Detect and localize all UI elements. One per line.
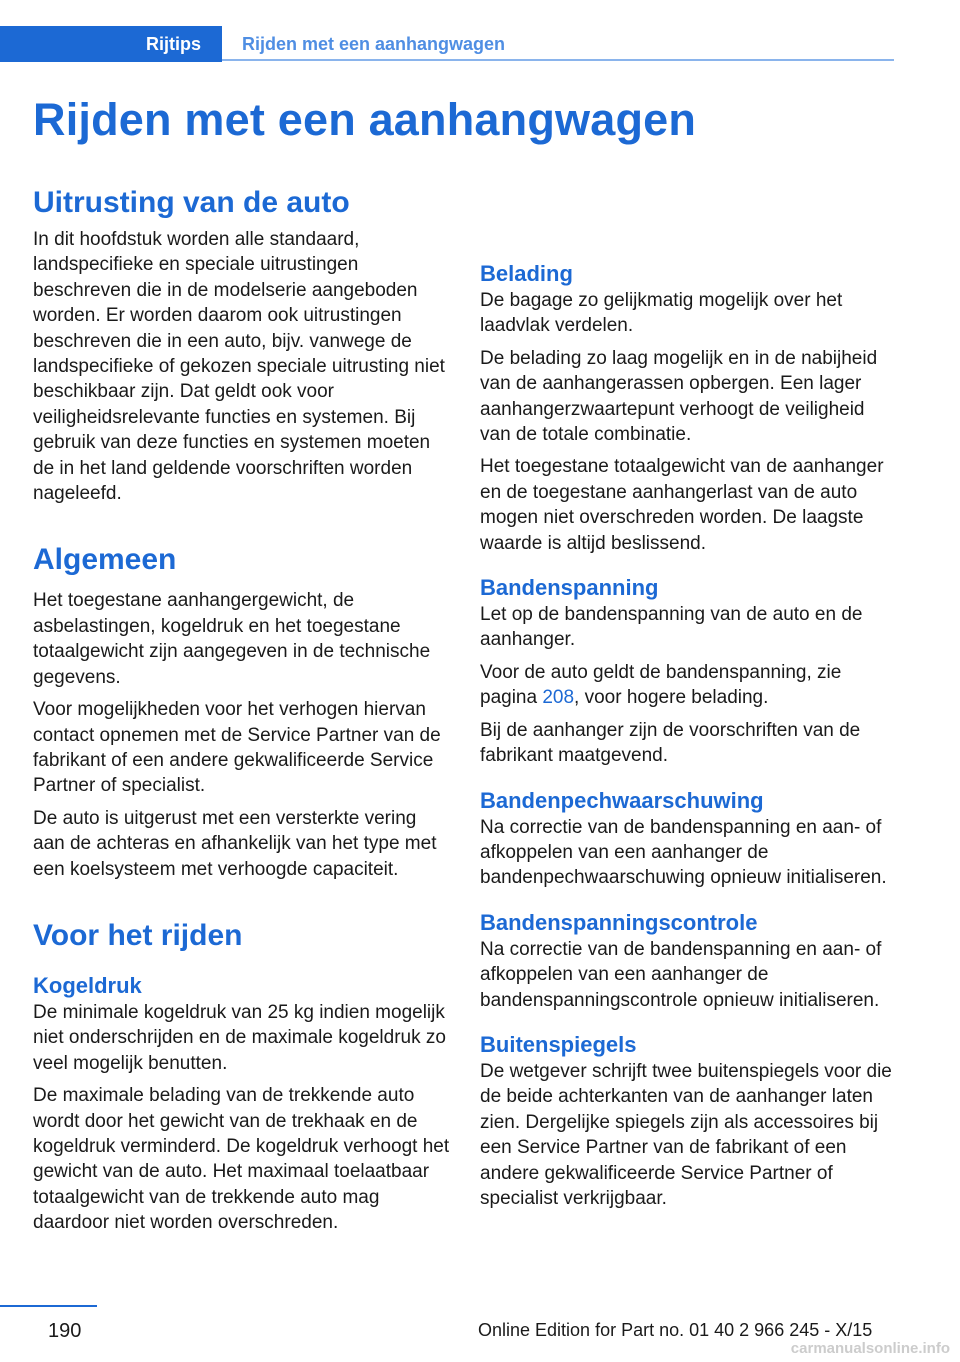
paragraph: De minimale kogeldruk van 25 kg indien mogelijk niet onderschrijden en de maximale kogeldruk zo veel mogelijk benutten. bbox=[33, 1001, 446, 1074]
heading-algemeen: Algemeen bbox=[33, 543, 177, 577]
section-bandenspanning bbox=[480, 574, 898, 768]
heading-bandenspanning: Bandenspanning bbox=[480, 575, 659, 601]
edition-note: Online Edition for Part no. 01 40 2 966 245 - X/15 bbox=[478, 1320, 873, 1340]
continued-text-spacer bbox=[480, 185, 898, 236]
section-belading bbox=[480, 260, 898, 556]
section-buitenspiegels bbox=[480, 1031, 898, 1211]
page-number-rule bbox=[0, 1305, 97, 1307]
watermark: carmanualsonline.info bbox=[790, 1340, 950, 1357]
paragraph: De auto is uitgerust met een versterkte vering aan de achteras en afhankelijk van het type met een koelsysteem met verhoogde capaciteit. bbox=[33, 807, 437, 880]
heading-bandenspanningscontrole: Bandenspanningscontrole bbox=[480, 909, 758, 935]
paragraph-text: Voor de auto geldt de bandenspanning, zie pagina bbox=[480, 661, 842, 709]
heading-voor-het-rijden: Voor het rijden bbox=[33, 918, 243, 952]
section-bandenpechwaarschuwing bbox=[480, 787, 898, 891]
page-title: Rijden met een aanhangwagen bbox=[33, 94, 697, 145]
paragraph: De belading zo laag mogelijk en in de nabijheid van de aanhangerassen opbergen. Een lager aanhangerzwaartepunt verhoogt de veiligheid van de totale combinatie. bbox=[480, 347, 878, 446]
heading-kogeldruk: Kogeldruk bbox=[33, 972, 142, 998]
left-column bbox=[33, 185, 451, 1236]
heading-belading: Belading bbox=[480, 261, 573, 286]
right-column bbox=[480, 185, 898, 1211]
page-number: 190 bbox=[48, 1320, 82, 1342]
paragraph-text: , voor hogere belading. bbox=[574, 687, 769, 709]
paragraph: Het toegestane aanhangergewicht, de asbelastingen, kogeldruk en het toegestane totaalgewicht zijn aangegeven in de technische gegevens. bbox=[33, 590, 431, 688]
section-algemeen bbox=[33, 542, 451, 881]
heading-bandenpechwaarschuwing: Bandenpechwaarschuwing bbox=[480, 787, 764, 813]
paragraph: De maximale belading van de trekkende auto wordt door het gewicht van de trekhaak en de kogeldruk verminderd. De kogeldruk verhoogt het gewicht van de auto. Het maximaal toelaatbaar totaalgewicht van de trekkende auto mag daardoor niet worden overschreden. bbox=[33, 1085, 450, 1234]
section-voor-het-rijden bbox=[33, 918, 451, 1236]
paragraph: De bagage zo gelijkmatig mogelijk over het laadvlak verdelen. bbox=[480, 290, 843, 337]
heading-buitenspiegels: Buitenspiegels bbox=[480, 1031, 637, 1057]
page-208-link[interactable]: 208 bbox=[542, 687, 575, 709]
paragraph: Voor mogelijkheden voor het verhogen hiervan contact opnemen met de Service Partner van de fabrikant of een andere gekwalificeerde Service Partner of specialist. bbox=[33, 699, 441, 797]
heading-uitrusting: Uitrusting van de auto bbox=[33, 186, 350, 219]
paragraph: De wetgever schrijft twee buitenspiegels voor die de beide achterkanten van de aanhanger laten zien. Dergelijke spiegels zijn als accessoires bij een Service Partner van de fabrikant of een andere gekwalificeerde Service Partner of specialist verkrijgbaar. bbox=[480, 1060, 892, 1209]
paragraph: Let op de bandenspanning van de auto en de aanhanger. bbox=[480, 604, 863, 651]
paragraph: Na correctie van de bandenspanning en aan- of afkoppelen van een aanhanger de bandenpechwaarschuwing opnieuw initialiseren. bbox=[480, 816, 887, 889]
section-tab[interactable]: Rijtips bbox=[146, 34, 202, 54]
paragraph bbox=[480, 660, 898, 711]
paragraph: Het toegestane totaalgewicht van de aanhanger en de toegestane aanhangerlast van de auto mogen niet overschreden worden. De laagste waarde is altijd beslissend. bbox=[480, 456, 884, 554]
running-header bbox=[0, 26, 894, 62]
section-uitrusting bbox=[33, 185, 451, 506]
paragraph: Bij de aanhanger zijn de voorschriften van de fabrikant maatgevend. bbox=[480, 719, 861, 767]
header-rule bbox=[222, 59, 894, 61]
page-footer bbox=[0, 1300, 960, 1362]
section-bandenspanningscontrole bbox=[480, 909, 898, 1013]
paragraph: Na correctie van de bandenspanning en aan- of afkoppelen van een aanhanger de bandenspanningscontrole opnieuw initialiseren. bbox=[480, 938, 882, 1011]
chapter-tab[interactable]: Rijden met een aanhangwagen bbox=[242, 34, 506, 54]
paragraph: In dit hoofdstuk worden alle standaard, landspecifieke en speciale uitrustingen beschreven die in de modelserie aangeboden worden. Er worden daarom ook uitrustingen beschreven die in een auto, bijv. vanwege de landspecifieke of gekozen speciale uitrusting niet beschikbaar zijn. Dat geldt ook voor veiligheidsrelevante functies en systemen. Bij gebruik van deze functies en systemen moeten de in het land geldende voorschriften worden nageleefd. bbox=[33, 229, 445, 505]
